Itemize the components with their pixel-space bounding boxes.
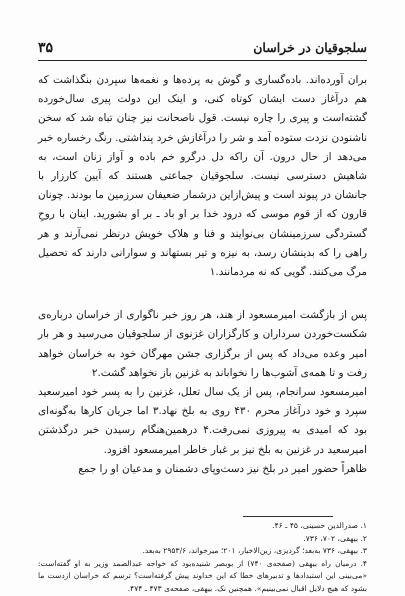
footnote-4: ۴. درمیان راه بیهقی (صفحه‌ی ۷۴۰) از بوبصر شنیده‌بود که خواجه عبدالصمد وزیر به او گفته‌است: «می‌بینی این استبدادها و تدبیرهای خطا که این خداوند پیش گرفته‌است؟ ترسم که خراسان ازدست ما بشود که هیچ دلایل اقبال نمی‌بینیم». همچنین نک. بیهقی، صفحه‌ی ۴۷۳ ـ ۴۷۴. bbox=[38, 558, 367, 593]
footnotes bbox=[38, 520, 367, 596]
paragraph-spacer bbox=[38, 282, 367, 306]
footnote-2: ۲. بیهقی، ۷۰۲، ۷۳۶. bbox=[303, 533, 367, 543]
footnote-rule bbox=[243, 516, 333, 517]
running-title: سلجوقیان در خراسان bbox=[253, 40, 367, 55]
footnote-1: ۱. صدرالدین حسینی، ۴۵ ـ ۴۶. bbox=[272, 521, 367, 530]
running-header bbox=[38, 40, 367, 61]
footnote-3: ۳. بیهقی، ۷۳۶ به‌بعد؛ گردیزی، زین‌الاخبار، ۲۰۱؛ میرخواند، ۲۹۵۳/۶ به‌بعد. bbox=[142, 546, 367, 556]
body-paragraph-3: امیرمسعود سرانجام، پس از یک سال تعلل، غزنین را به پسر خود امیرسعید سپرد و خود درآغاز محرم ۴۳۰ روی به بلخ نهاد.۳ اما جریان کارها به‌گونه‌ای بود که امیدی به پیروزی نمی‌رفت.۴ درهمین‌هنگام رسیدن خبر درگذشتن امیرسعید در غزنین به بلخ نیز بر غبار خاطر امیرمسعود افزود. bbox=[38, 386, 367, 456]
body-paragraph-4: ظاهراً حضور امیر در بلخ نیز دست‌وپای دشمنان و مدعیان او را جمع bbox=[78, 462, 367, 475]
body-paragraph-1: بران آورده‌اند. باده‌گساری و گوش به پرده‌ها و نغمه‌ها سپردن بنگذاشت که هم درآغاز دست ایشان کوتاه کنی، و اینک این دولت پیری سال‌خورده گشته‌است و پیری را چاره نیست. قول ناصحانت نیز چنان تباه شد که سخن ناشنودن نزدت ستوده آمد و شر را درآغازش خرد پنداشتی. رنگ رخساره خبر می‌دهد از حال درون. آن راکه دل درگرو خم باده و آواز زنان است، به شاهیش دسترسی نیست. سلجوقیان جماعتی هستند که آیین کارزار با جانشان در پیوند است و پیش‌ازاین درشمار ضعیفان سرزمین ما بودند. چونان قارون که از قوم موسی که درود خدا بر او باد ـ بر او بشورید. اینان با روحِ گستردگی سرزمینشان بی‌نوایند و فنا و هلاک خویش درنظر نمی‌آرند و هر راهی را که بدینشان رسد، به نیزه و تیر بستهاند و سوارانی دارند که تحصیل مرگ می‌کنند. گویی که نه مردمانند.۱ bbox=[38, 74, 367, 279]
page-number: ۳۵ bbox=[38, 40, 54, 56]
body-paragraph-2: پس از بازگشت امیرمسعود از هند، هر روز خبر ناگواری از خراسان درباره‌ی شکست‌خوردن سرداران و کارگزاران غزنوی از سلجوقیان می‌رسید و هر بار امیر وعده می‌داد که پس از برگزاری جشن مهرگان خود به خراسان خواهد رفت و تا همه‌ی آشوب‌ها را نخواباند به غزنین باز نخواهد گشت.۲ bbox=[38, 309, 367, 379]
